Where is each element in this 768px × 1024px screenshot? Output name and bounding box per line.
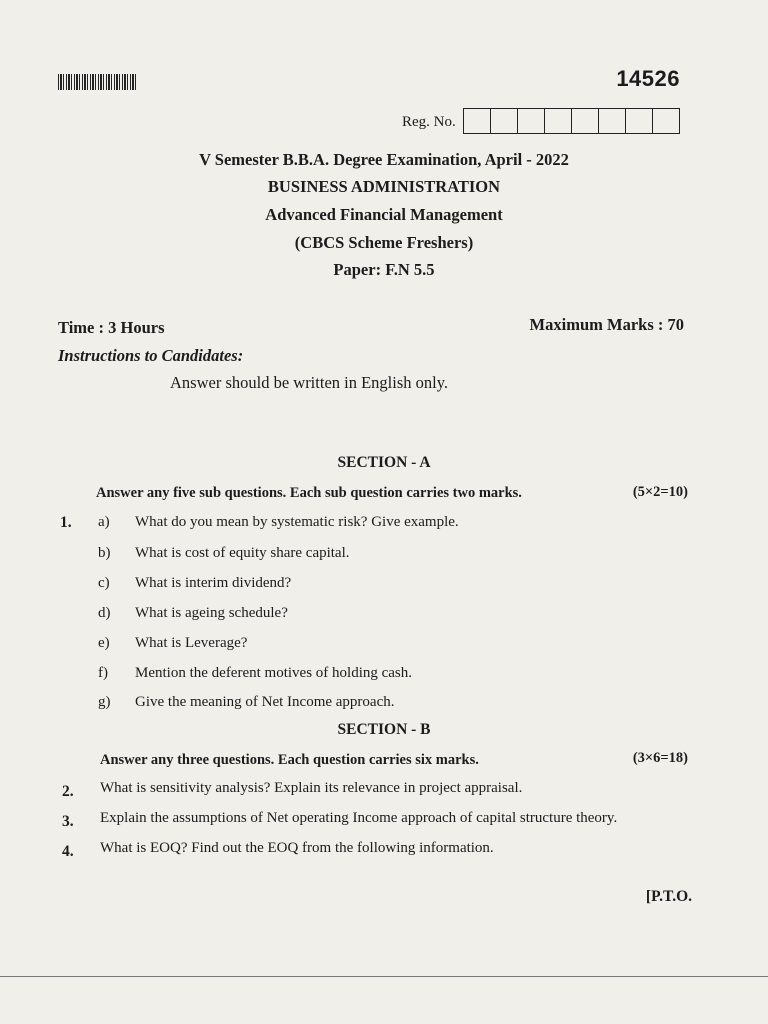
please-turn-over: [P.T.O. — [645, 888, 692, 905]
barcode — [58, 74, 138, 90]
question-number: 4. — [62, 843, 74, 860]
sub-question-text: Mention the deferent motives of holding cash. — [135, 665, 413, 681]
reg-no-box[interactable] — [491, 109, 518, 133]
sub-question-text: What is Leverage? — [135, 635, 248, 651]
reg-no-label: Reg. No. — [402, 114, 456, 130]
sub-question-label: g) — [98, 694, 111, 710]
paper-code: 14526 — [616, 66, 680, 91]
reg-no-box[interactable] — [653, 109, 679, 133]
sub-question-text: What is ageing schedule? — [135, 605, 288, 621]
section-b-title: SECTION - B — [337, 721, 431, 738]
section-a-allocation: (5×2=10) — [632, 484, 688, 500]
reg-no-box[interactable] — [572, 109, 599, 133]
section-b-instruction: Answer any three questions. Each question carries six marks. — [100, 752, 479, 768]
instructions-text: Answer should be written in English only. — [170, 373, 449, 392]
exam-title: V Semester B.B.A. Degree Examination, April - 2022 — [199, 150, 569, 169]
sub-question-label: e) — [98, 635, 110, 651]
question-text: Explain the assumptions of Net operating Income approach of capital structure theory. — [100, 810, 618, 826]
sub-question-label: b) — [98, 545, 111, 561]
instructions-heading: Instructions to Candidates: — [58, 346, 244, 365]
scheme-title: (CBCS Scheme Freshers) — [294, 233, 474, 252]
sub-question-text: What is cost of equity share capital. — [135, 545, 350, 561]
sub-question-label: a) — [98, 514, 110, 530]
question-text: What is sensitivity analysis? Explain its relevance in project appraisal. — [100, 780, 523, 796]
reg-no-box[interactable] — [464, 109, 491, 133]
section-a-instruction: Answer any five sub questions. Each sub question carries two marks. — [96, 485, 522, 501]
time-allowed: Time : 3 Hours — [58, 318, 165, 337]
reg-no-box[interactable] — [545, 109, 572, 133]
question-text: What is EOQ? Find out the EOQ from the following information. — [100, 840, 494, 856]
reg-no-box[interactable] — [518, 109, 545, 133]
subject-title: BUSINESS ADMINISTRATION — [267, 177, 501, 196]
reg-no-boxes[interactable] — [463, 108, 680, 134]
page-edge-line — [0, 976, 768, 977]
section-b-allocation: (3×6=18) — [632, 750, 688, 766]
sub-question-label: d) — [98, 605, 111, 621]
sub-question-text: What do you mean by systematic risk? Give example. — [135, 514, 459, 530]
paper-title: Paper: F.N 5.5 — [333, 260, 435, 279]
course-title: Advanced Financial Management — [265, 205, 503, 224]
question-number: 2. — [62, 783, 74, 800]
sub-question-text: What is interim dividend? — [135, 575, 292, 591]
sub-question-text: Give the meaning of Net Income approach. — [135, 694, 395, 710]
reg-no-box[interactable] — [599, 109, 626, 133]
section-a-title: SECTION - A — [337, 454, 431, 471]
sub-question-label: c) — [98, 575, 110, 591]
question-number: 3. — [62, 813, 74, 830]
sub-question-label: f) — [98, 665, 108, 681]
maximum-marks: Maximum Marks : 70 — [529, 315, 684, 334]
question-number: 1. — [60, 514, 72, 531]
reg-no-box[interactable] — [626, 109, 653, 133]
